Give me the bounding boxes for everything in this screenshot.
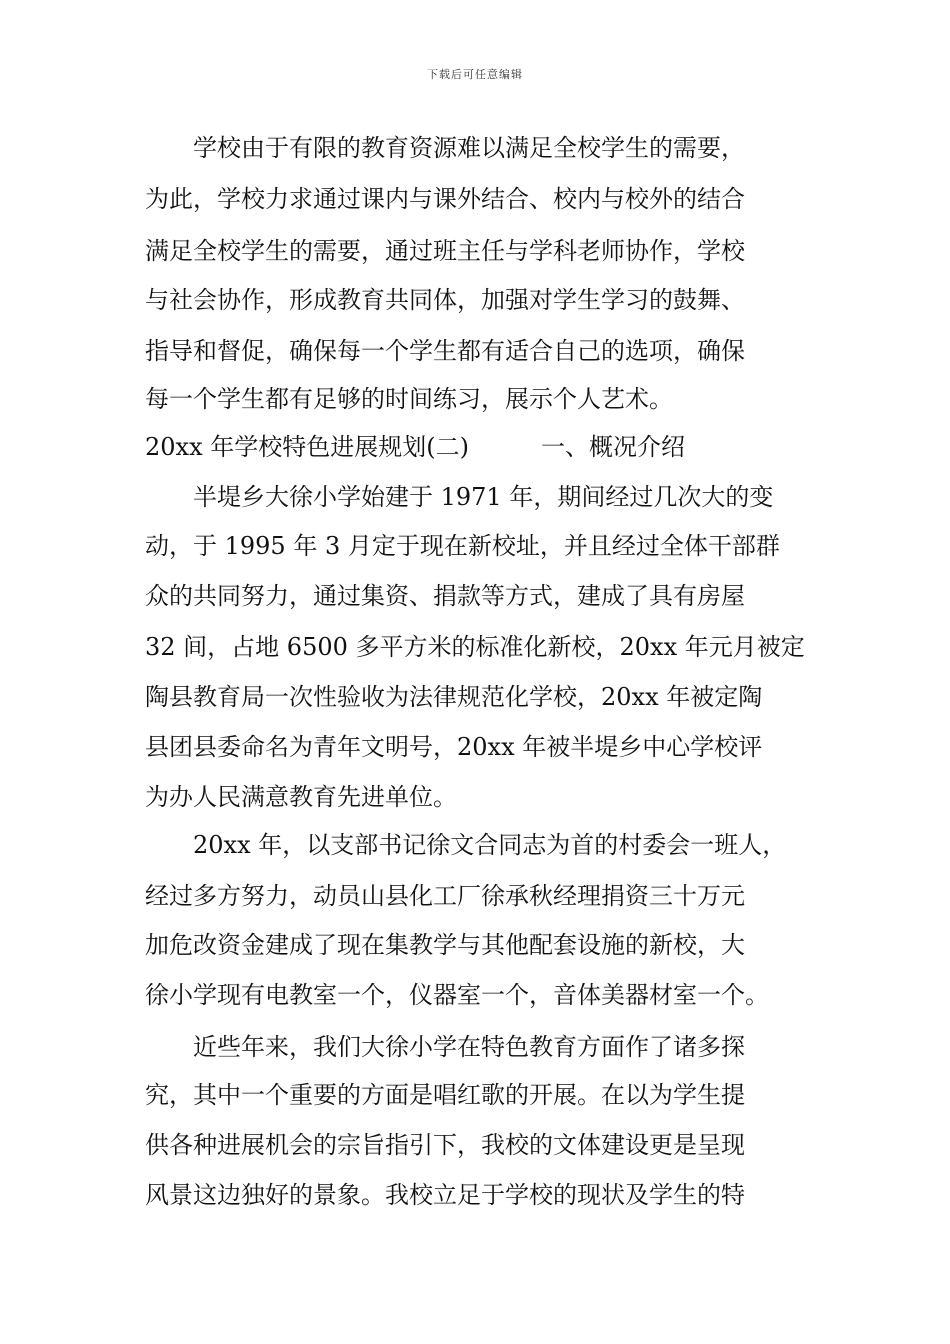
text-line: 陶县教育局一次性验收为法律规范化学校，20xx 年被定陶 [145,683,763,711]
text-line: 32 间，占地 6500 多平方米的标准化新校，20xx 年元月被定 [145,633,805,661]
text-line: 徐小学现有电教室一个，仪器室一个，音体美器材室一个。 [145,981,769,1009]
text-line: 为此，学校力求通过课内与课外结合、校内与校外的结合 [145,185,745,213]
text-line: 加危改资金建成了现在集教学与其他配套设施的新校，大 [145,931,745,959]
text-line: 风景这边独好的景象。我校立足于学校的现状及学生的特 [145,1181,745,1209]
text-line: 与社会协作，形成教育共同体，加强对学生学习的鼓舞、 [145,286,745,314]
text-line: 供各种进展机会的宗旨指引下，我校的文体建设更是呈现 [145,1131,745,1159]
text-line: 为办人民满意教育先进单位。 [145,783,457,811]
text-line: 满足全校学生的需要，通过班主任与学科老师协作，学校 [145,237,745,265]
page-header: 下载后可任意编辑 [427,68,523,81]
text-line: 指导和督促，确保每一个学生都有适合自己的选项，确保 [145,337,745,365]
text-line: 近些年来，我们大徐小学在特色教育方面作了诸多探 [145,1033,745,1061]
text-line: 学校由于有限的教育资源难以满足全校学生的需要， [145,134,745,162]
text-line: 经过多方努力，动员山县化工厂徐承秋经理捐资三十万元 [145,882,745,910]
text-line: 究，其中一个重要的方面是唱红歌的开展。在以为学生提 [145,1081,745,1109]
text-line: 20xx 年，以支部书记徐文合同志为首的村委会一班人， [145,831,787,859]
text-line: 动，于 1995 年 3 月定于现在新校址，并且经过全体干部群 [145,532,780,560]
text-line: 众的共同努力，通过集资、捐款等方式，建成了具有房屋 [145,582,745,610]
section-heading: 20xx 年学校特色进展规划(二) 一、概况介绍 [145,433,685,461]
text-line: 半堤乡大徐小学始建于 1971 年，期间经过几次大的变 [145,483,774,511]
text-line: 每一个学生都有足够的时间练习，展示个人艺术。 [145,385,673,413]
text-line: 县团县委命名为青年文明号，20xx 年被半堤乡中心学校评 [145,733,763,761]
